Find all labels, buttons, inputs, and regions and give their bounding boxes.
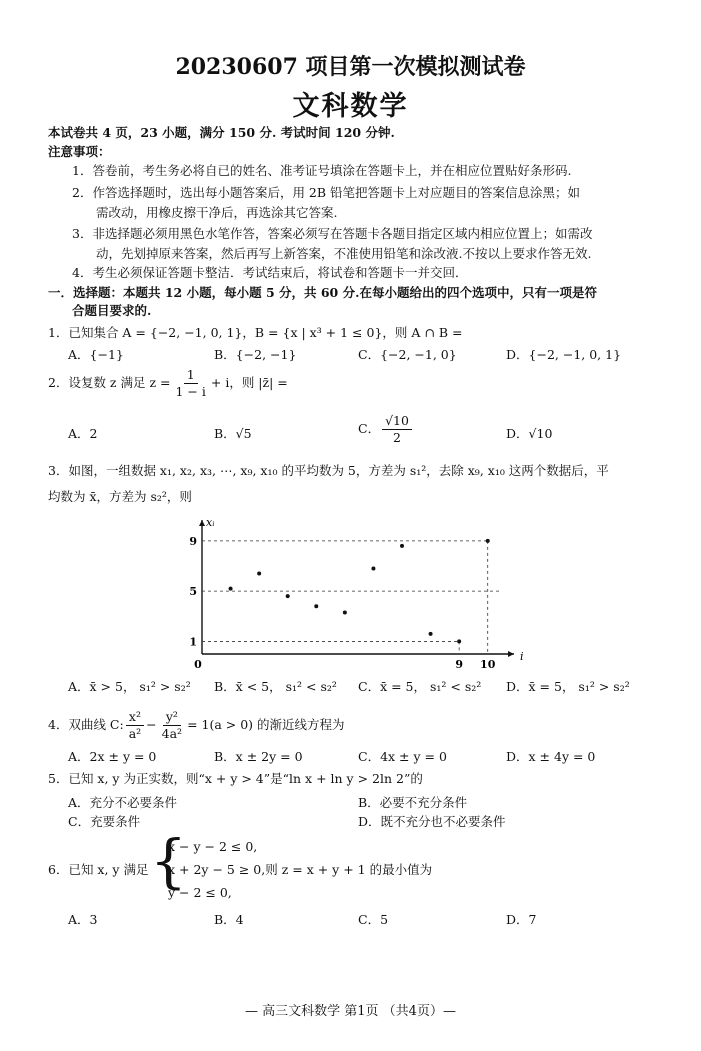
q2-option-c-den: 2 [393, 430, 401, 445]
exam-title: 20230607 项目第一次模拟测试卷 [175, 54, 526, 80]
y-axis-arrow [199, 520, 205, 526]
q4-f2-num: y² [163, 709, 181, 726]
q2-frac-num: 1 [184, 367, 198, 384]
q6-constraint-1: x − y − 2 ≤ 0, [168, 839, 258, 854]
q2-stem-b: + i，则 |z̄| = [210, 375, 288, 390]
q4-fraction-2 [159, 709, 185, 742]
section-1-heading-cont: 合题目要求的. [72, 303, 152, 318]
q6-option-b: B．4 [214, 912, 244, 927]
q1-option-b: B．{−2, −1} [214, 347, 297, 362]
x-axis-arrow [508, 651, 514, 657]
q2-option-d: D．√10 [506, 426, 553, 441]
y-tick-label: 1 [189, 635, 197, 649]
q6-option-a: A．3 [68, 912, 98, 927]
q2-fraction [173, 367, 209, 400]
q6-prefix: 6．已知 x, y 满足 [48, 862, 149, 877]
q2-option-b: B．√5 [214, 426, 252, 441]
q3-option-c: C．x̄ = 5， s₁² < s₂² [358, 679, 482, 694]
q6-brace: { [150, 827, 187, 895]
q5-option-c: C．充要条件 [68, 814, 141, 829]
q5-option-d: D．既不充分也不必要条件 [358, 814, 506, 829]
data-point [371, 567, 375, 571]
q1-option-d: D．{−2, −1, 0, 1} [506, 347, 622, 362]
q4-f2-den: 4a² [161, 726, 183, 741]
q4-minus: − [146, 717, 157, 732]
exam-subject: 文科数学 [292, 91, 409, 122]
q6-option-d: D．7 [506, 912, 537, 927]
q6-question: 则 z = x + y + 1 的最小值为 [265, 862, 433, 877]
note-1: 1．答卷前，考生务必将自已的姓名、准考证号填涂在答题卡上，并在相应位置贴好条形码. [72, 163, 572, 178]
note-4: 4．考生必须保证答题卡整洁．考试结束后，将试卷和答题卡一并交回． [72, 265, 468, 280]
q3-option-a: A．x̄ > 5， s₁² > s₂² [68, 679, 191, 694]
q3-stem-line2: 均数为 x̄，方差为 s₂²，则 [48, 489, 192, 504]
q3-stem-line1: 3．如图，一组数据 x₁, x₂, x₃, ⋯, x₉, x₁₀ 的平均数为 5，方差为 s₁²，去除 x₉, x₁₀ 这两个数据后，平 [48, 463, 609, 478]
notes-title: 注意事项： [48, 144, 111, 159]
note-2-cont: 需改动，用橡皮擦干净后，再选涂其它答案. [96, 205, 338, 220]
q2-option-c [358, 412, 414, 446]
q2-stem-a: 2．设复数 z 满足 z = [48, 375, 171, 390]
y-tick-label: 5 [189, 585, 197, 599]
y-tick-label: 9 [189, 534, 197, 548]
x-tick-label: 10 [480, 658, 496, 671]
q2-option-c-num: √10 [382, 413, 412, 430]
q4-option-b: B．x ± 2y = 0 [214, 749, 303, 764]
q1-option-a: A．{−1} [68, 347, 124, 362]
q4-option-c: C．4x ± y = 0 [358, 749, 447, 764]
note-3-cont: 动，先划掉原来答案，然后再写上新答案，不准使用铅笔和涂改液.不按以上要求作答无效. [96, 246, 592, 261]
q4-option-d: D．x ± 4y = 0 [506, 749, 596, 764]
q3-scatter-chart [180, 512, 524, 672]
q5-option-a: A．充分不必要条件 [68, 795, 178, 810]
data-point [429, 632, 433, 636]
q2-option-c-fraction [382, 413, 412, 446]
q4-option-a: A．2x ± y = 0 [68, 749, 157, 764]
q4-stem-b: = 1(a > 0) 的渐近线方程为 [187, 717, 345, 732]
data-point [314, 604, 318, 608]
data-point [457, 639, 461, 643]
q1-stem: 1．已知集合 A = {−2, −1, 0, 1}，B = {x | x³ + 1 ≤ 0}，则 A ∩ B = [48, 325, 463, 340]
data-point [343, 611, 347, 615]
q4-stem-a: 4．双曲线 C: [48, 717, 124, 732]
note-2: 2．作答选择题时，选出每小题答案后，用 2B 铅笔把答题卡上对应题目的答案信息涂黑；如 [72, 185, 581, 200]
q1-option-c: C．{−2, −1, 0} [358, 347, 457, 362]
q5-option-b: B．必要不充分条件 [358, 795, 468, 810]
data-point [229, 587, 233, 591]
page-footer: — 高三文科数学 第1页 （共4页）— [245, 1004, 456, 1019]
exam-intro: 本试卷共 4 页，23 小题，满分 150 分. 考试时间 120 分钟. [48, 125, 395, 140]
q2-option-a: A．2 [68, 426, 98, 441]
note-3: 3．非选择题必须用黑色水笔作答，答案必须写在答题卡各题目指定区域内相应位置上；如需改 [72, 226, 593, 241]
x-axis-label: i [520, 650, 524, 663]
q4-f1-den: a² [128, 726, 142, 741]
q3-option-d: D．x̄ = 5， s₁² > s₂² [506, 679, 630, 694]
q6-constraint-2 [168, 861, 432, 879]
q2-option-c-label: C． [358, 421, 381, 436]
data-point [400, 544, 404, 548]
q2-stem [48, 366, 288, 400]
x-tick-label: 0 [194, 658, 202, 671]
data-point [286, 594, 290, 598]
q2-frac-den: 1 − i [175, 384, 206, 399]
q6-option-c: C．5 [358, 912, 389, 927]
q4-fraction-1 [126, 709, 144, 742]
section-1-heading: 一．选择题：本题共 12 小题，每小题 5 分，共 60 分.在每小题给出的四个选项中，只有一项是符 [48, 285, 597, 300]
y-axis-label: xᵢ [206, 516, 215, 529]
q4-stem [48, 706, 345, 744]
q3-option-b: B．x̄ < 5， s₁² < s₂² [214, 679, 337, 694]
x-tick-label: 9 [455, 658, 463, 671]
q6-constraint-3: y − 2 ≤ 0, [168, 885, 232, 900]
data-point [257, 572, 261, 576]
data-point [486, 539, 490, 543]
q4-f1-num: x² [126, 709, 144, 726]
q6-constraint-2-expr: x + 2y − 5 ≥ 0, [168, 862, 266, 877]
q5-stem: 5．已知 x, y 为正实数，则“x + y > 4”是“ln x + ln y > 2ln 2”的 [48, 771, 423, 786]
